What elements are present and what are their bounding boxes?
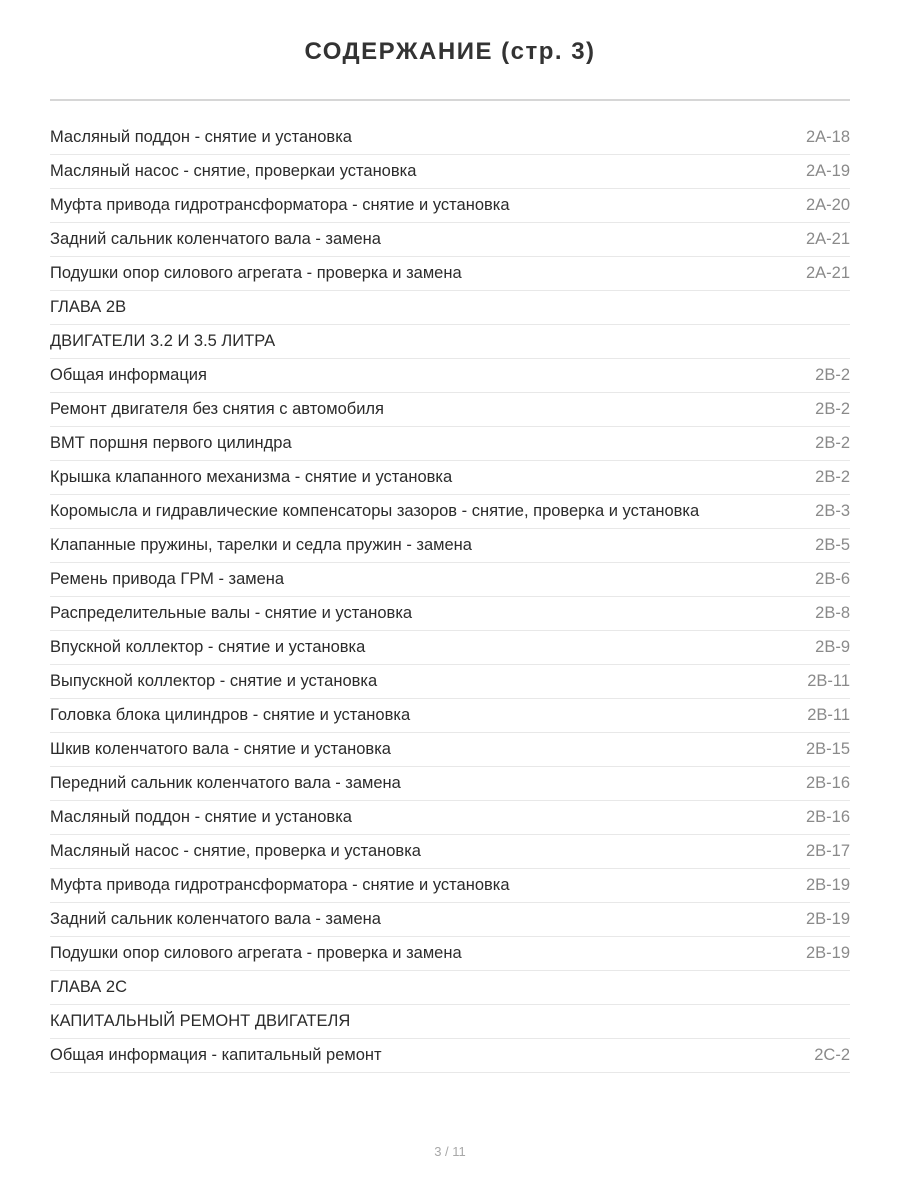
- toc-entry-page: 2B-2: [815, 400, 850, 418]
- toc-row[interactable]: [50, 903, 850, 937]
- toc-entry-page: 2A-21: [805, 230, 850, 248]
- toc-row[interactable]: [50, 937, 850, 971]
- toc-entry-title: Клапанные пружины, тарелки и седла пружин - замена: [50, 536, 472, 554]
- toc-entry-title: Муфта привода гидротрансформатора - снятие и установка: [50, 196, 510, 214]
- toc-row: [50, 291, 850, 325]
- toc-entry-page: 2B-5: [815, 536, 850, 554]
- toc-entry-title: Распределительные валы - снятие и установка: [50, 604, 413, 622]
- toc-entry-page: 2A-19: [805, 162, 850, 180]
- toc-row[interactable]: [50, 461, 850, 495]
- toc-row[interactable]: [50, 495, 850, 529]
- toc-entry-page: 2B-15: [805, 740, 850, 758]
- toc-row[interactable]: [50, 359, 850, 393]
- toc-entry-page: 2A-18: [805, 128, 850, 146]
- toc-entry-page: 2B-11: [807, 706, 850, 724]
- toc-entry-title: Ремонт двигателя без снятия с автомобиля: [50, 400, 384, 418]
- toc-entry-page: 2C-2: [814, 1046, 850, 1064]
- toc-row[interactable]: [50, 835, 850, 869]
- toc-row[interactable]: [50, 529, 850, 563]
- toc-entry-page: 2B-2: [815, 434, 850, 452]
- toc-entry-title: Муфта привода гидротрансформатора - снятие и установка: [50, 876, 510, 894]
- toc-entry-title: Коромысла и гидравлические компенсаторы зазоров - снятие, проверка и установка: [50, 502, 700, 520]
- toc-row[interactable]: [50, 257, 850, 291]
- toc-section-heading: ГЛАВА 2C: [50, 978, 127, 996]
- toc-entry-title: Головка блока цилиндров - снятие и установка: [50, 706, 411, 724]
- page-indicator: 3 / 11: [434, 1144, 466, 1159]
- toc-row: [50, 325, 850, 359]
- toc-entry-page: 2B-8: [815, 604, 850, 622]
- toc-entry-title: Крышка клапанного механизма - снятие и установка: [50, 468, 453, 486]
- toc-row: [50, 1005, 850, 1039]
- toc-entry-title: Масляный насос - снятие, проверка и установка: [50, 842, 421, 860]
- toc-entry-title: Подушки опор силового агрегата - проверка и замена: [50, 944, 462, 962]
- toc-row[interactable]: [50, 699, 850, 733]
- toc-row[interactable]: [50, 733, 850, 767]
- toc-section-heading: ГЛАВА 2B: [50, 298, 127, 316]
- toc-entry-title: Задний сальник коленчатого вала - замена: [50, 230, 381, 248]
- toc-row[interactable]: [50, 1039, 850, 1073]
- toc-entry-page: 2B-6: [815, 570, 850, 588]
- toc-entry-page: 2B-2: [815, 366, 850, 384]
- toc-entry-title: Масляный насос - снятие, проверкаи установка: [50, 162, 417, 180]
- toc-entry-title: Передний сальник коленчатого вала - замена: [50, 774, 401, 792]
- toc-entry-title: Масляный поддон - снятие и установка: [50, 128, 352, 146]
- toc-entry-page: 2B-3: [815, 502, 850, 520]
- toc-entry-page: 2B-19: [805, 944, 850, 962]
- toc-entry-title: Шкив коленчатого вала - снятие и установка: [50, 740, 391, 758]
- toc-entry-title: Общая информация - капитальный ремонт: [50, 1046, 382, 1064]
- toc-row[interactable]: [50, 801, 850, 835]
- toc-entry-page: 2B-17: [805, 842, 850, 860]
- toc-row[interactable]: [50, 869, 850, 903]
- toc-row[interactable]: [50, 597, 850, 631]
- toc-entry-page: 2B-9: [815, 638, 850, 656]
- toc-row[interactable]: [50, 631, 850, 665]
- table-of-contents: [50, 121, 850, 1073]
- toc-section-heading: ДВИГАТЕЛИ 3.2 И 3.5 ЛИТРА: [50, 332, 276, 350]
- title-divider: [50, 99, 850, 101]
- toc-entry-title: Ремень привода ГРМ - замена: [50, 570, 285, 588]
- toc-entry-title: Масляный поддон - снятие и установка: [50, 808, 352, 826]
- toc-row: [50, 971, 850, 1005]
- toc-entry-page: 2B-16: [805, 774, 850, 792]
- toc-row[interactable]: [50, 189, 850, 223]
- page-title: СОДЕРЖАНИЕ (стр. 3): [304, 38, 596, 65]
- toc-entry-page: 2B-2: [815, 468, 850, 486]
- toc-row[interactable]: [50, 427, 850, 461]
- toc-row[interactable]: [50, 563, 850, 597]
- toc-entry-page: 2A-21: [805, 264, 850, 282]
- toc-entry-title: ВМТ поршня первого цилиндра: [50, 434, 292, 452]
- toc-entry-page: 2A-20: [805, 196, 850, 214]
- toc-entry-title: Впускной коллектор - снятие и установка: [50, 638, 366, 656]
- toc-entry-title: Общая информация: [50, 366, 207, 384]
- toc-row[interactable]: [50, 665, 850, 699]
- toc-row[interactable]: [50, 121, 850, 155]
- toc-row[interactable]: [50, 155, 850, 189]
- toc-row[interactable]: [50, 767, 850, 801]
- toc-row[interactable]: [50, 223, 850, 257]
- toc-entry-page: 2B-19: [805, 876, 850, 894]
- toc-entry-page: 2B-19: [805, 910, 850, 928]
- toc-entry-page: 2B-16: [805, 808, 850, 826]
- toc-row[interactable]: [50, 393, 850, 427]
- toc-entry-title: Выпускной коллектор - снятие и установка: [50, 672, 378, 690]
- toc-entry-page: 2B-11: [807, 672, 850, 690]
- toc-section-heading: КАПИТАЛЬНЫЙ РЕМОНТ ДВИГАТЕЛЯ: [50, 1012, 351, 1030]
- toc-entry-title: Подушки опор силового агрегата - проверка и замена: [50, 264, 462, 282]
- toc-entry-title: Задний сальник коленчатого вала - замена: [50, 910, 381, 928]
